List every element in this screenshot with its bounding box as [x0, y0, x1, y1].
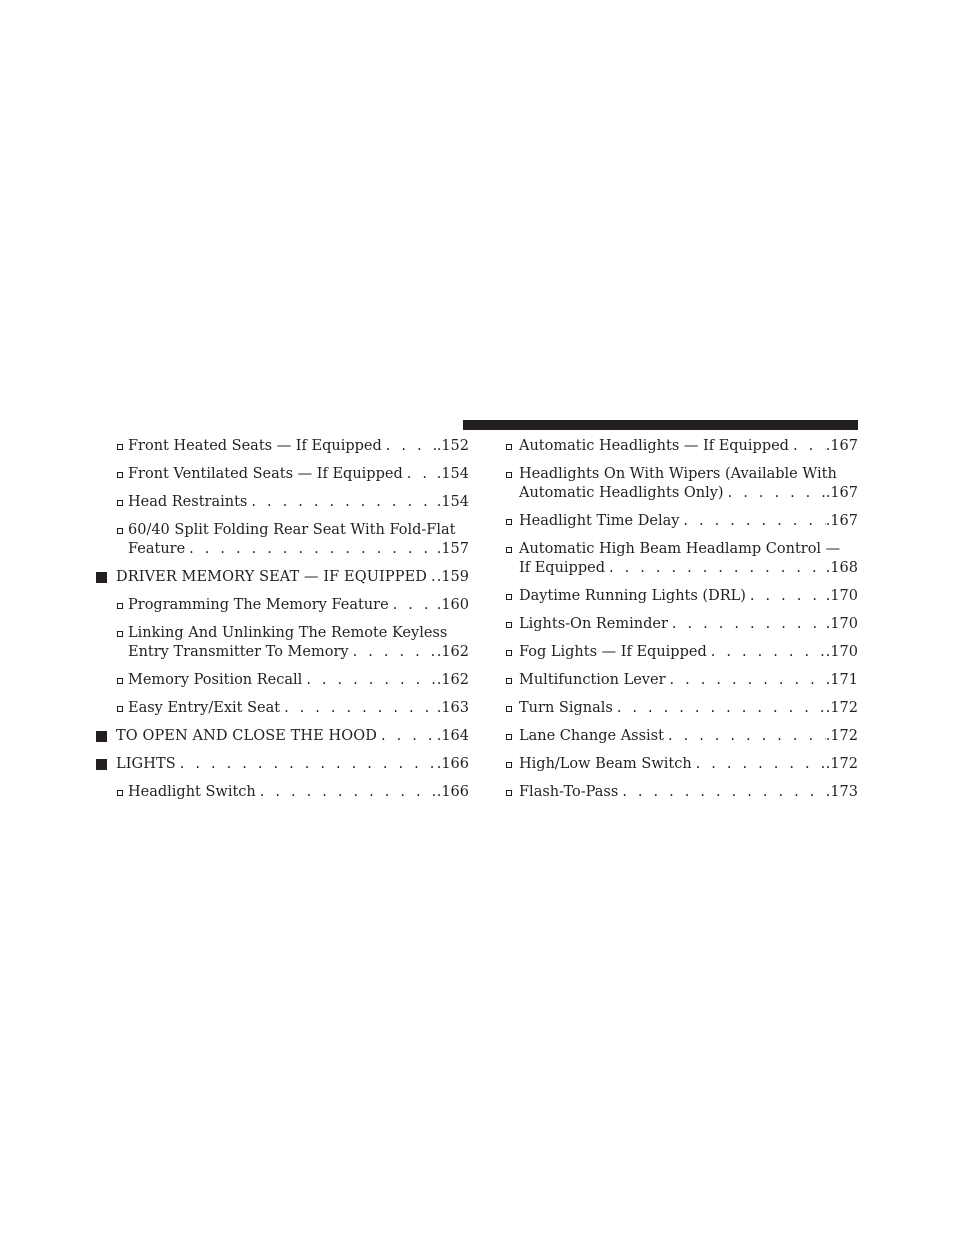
toc-entry-title: Head Restraints: [128, 494, 248, 510]
toc-page-number: . 164: [437, 727, 469, 746]
toc-entry-title: LIGHTS: [116, 756, 176, 772]
dot-leader: [692, 755, 826, 774]
toc-entry-title: Entry Transmitter To Memory: [128, 644, 349, 660]
dot-leader: [668, 615, 826, 634]
toc-entry-title: Lane Change Assist: [519, 728, 664, 744]
open-square-bullet-icon: [502, 755, 516, 774]
toc-entry-title: High/Low Beam Switch: [519, 756, 692, 772]
toc-left-column: [94, 437, 469, 811]
toc-entry-easy-entry-exit-seat[interactable]: [94, 699, 469, 718]
open-square-bullet-icon: [502, 512, 516, 531]
dot-leader: [707, 643, 826, 662]
toc-entry-title: Automatic High Beam Headlamp Control —: [519, 541, 841, 557]
toc-page-number: . 167: [826, 512, 858, 531]
toc-page-number: . 162: [437, 671, 469, 690]
toc-page-number: . 166: [437, 755, 469, 774]
filled-square-bullet-icon: [94, 568, 108, 587]
toc-page-number: . 159: [437, 568, 469, 587]
toc-entry-title: Feature: [128, 541, 186, 557]
dot-leader: [679, 512, 825, 531]
toc-entry-title: Headlights On With Wipers (Available With: [519, 466, 837, 482]
toc-entry-60-40-split-folding-rear-seat-with-fold-flat-feature[interactable]: [94, 521, 469, 559]
toc-entry-title: Programming The Memory Feature: [128, 597, 389, 613]
toc-entry-linking-and-unlinking-the-remote-keyless-entry-transmitter-to-memory[interactable]: [94, 624, 469, 662]
toc-entry-title: If Equipped: [519, 560, 605, 576]
toc-entry-title: Lights-On Reminder: [519, 616, 668, 632]
dot-leader: [789, 437, 826, 456]
open-square-bullet-icon: [113, 437, 127, 456]
toc-entry-lane-change-assist[interactable]: [502, 727, 858, 746]
dot-leader: [382, 437, 437, 456]
dot-leader: [280, 699, 437, 718]
toc-entry-memory-position-recall[interactable]: [94, 671, 469, 690]
open-square-bullet-icon: [113, 783, 127, 802]
toc-entry-to-open-and-close-the-hood[interactable]: [94, 727, 469, 746]
open-square-bullet-icon: [502, 540, 516, 559]
open-square-bullet-icon: [502, 699, 516, 718]
filled-square-bullet-icon: [94, 755, 108, 774]
toc-entry-title: TO OPEN AND CLOSE THE HOOD: [116, 728, 377, 744]
toc-entry-headlight-time-delay[interactable]: [502, 512, 858, 531]
open-square-bullet-icon: [113, 493, 127, 512]
toc-entry-title: DRIVER MEMORY SEAT — IF EQUIPPED: [116, 569, 427, 585]
open-square-bullet-icon: [113, 596, 127, 615]
toc-entry-head-restraints[interactable]: [94, 493, 469, 512]
open-square-bullet-icon: [502, 615, 516, 634]
toc-page-number: . 167: [826, 484, 858, 503]
toc-entry-title: Front Heated Seats — If Equipped: [128, 438, 382, 454]
dot-leader: [664, 727, 826, 746]
filled-square-bullet-icon: [94, 727, 108, 746]
toc-page-number: . 163: [437, 699, 469, 718]
toc-page-number: . 172: [826, 727, 858, 746]
open-square-bullet-icon: [502, 437, 516, 456]
dot-leader: [176, 755, 437, 774]
toc-page-number: . 170: [826, 587, 858, 606]
open-square-bullet-icon: [502, 587, 516, 606]
toc-entry-programming-the-memory-feature[interactable]: [94, 596, 469, 615]
toc-entry-title: Automatic Headlights Only): [519, 485, 724, 501]
open-square-bullet-icon: [113, 465, 127, 484]
toc-page-number: . 168: [826, 559, 858, 578]
open-square-bullet-icon: [502, 727, 516, 746]
toc-page-number: . 166: [437, 783, 469, 802]
toc-page-number: . 154: [437, 465, 469, 484]
toc-entry-high-low-beam-switch[interactable]: [502, 755, 858, 774]
toc-entry-front-ventilated-seats-if-equipped[interactable]: [94, 465, 469, 484]
toc-entry-title: Turn Signals: [519, 700, 613, 716]
toc-page-number: . 173: [826, 783, 858, 802]
toc-entry-turn-signals[interactable]: [502, 699, 858, 718]
toc-entry-fog-lights-if-equipped[interactable]: [502, 643, 858, 662]
open-square-bullet-icon: [502, 465, 516, 484]
open-square-bullet-icon: [113, 521, 127, 540]
toc-entry-title: Daytime Running Lights (DRL): [519, 588, 746, 604]
open-square-bullet-icon: [113, 624, 127, 643]
toc-entry-title: Automatic Headlights — If Equipped: [519, 438, 789, 454]
dot-leader: [427, 568, 437, 587]
toc-entry-front-heated-seats-if-equipped[interactable]: [94, 437, 469, 456]
open-square-bullet-icon: [113, 671, 127, 690]
toc-right-column: [502, 437, 858, 811]
toc-entry-automatic-headlights-if-equipped[interactable]: [502, 437, 858, 456]
toc-page-number: . 167: [826, 437, 858, 456]
toc-entry-headlights-on-with-wipers-available-with-automatic-headlights-only[interactable]: [502, 465, 858, 503]
toc-entry-title: Memory Position Recall: [128, 672, 303, 688]
dot-leader: [746, 587, 826, 606]
dot-leader: [349, 643, 437, 662]
toc-entry-flash-to-pass[interactable]: [502, 783, 858, 802]
toc-entry-lights-on-reminder[interactable]: [502, 615, 858, 634]
toc-entry-title: Headlight Time Delay: [519, 513, 680, 529]
toc-entry-automatic-high-beam-headlamp-control-if-equipped[interactable]: [502, 540, 858, 578]
toc-entry-title: Front Ventilated Seats — If Equipped: [128, 466, 403, 482]
toc-page-number: . 170: [826, 615, 858, 634]
toc-page-number: . 170: [826, 643, 858, 662]
open-square-bullet-icon: [502, 671, 516, 690]
dot-leader: [256, 783, 437, 802]
toc-page-number: . 172: [826, 755, 858, 774]
toc-entry-title: Flash-To-Pass: [519, 784, 619, 800]
section-header-bar: [463, 420, 858, 430]
toc-entry-title: Easy Entry/Exit Seat: [128, 700, 281, 716]
toc-entry-driver-memory-seat-if-equipped[interactable]: [94, 568, 469, 587]
open-square-bullet-icon: [502, 783, 516, 802]
dot-leader: [613, 699, 826, 718]
dot-leader: [666, 671, 826, 690]
toc-entry-title: Headlight Switch: [128, 784, 256, 800]
dot-leader: [302, 671, 436, 690]
dot-leader: [247, 493, 436, 512]
dot-leader: [377, 727, 437, 746]
toc-page-number: . 154: [437, 493, 469, 512]
toc-entry-lights[interactable]: [94, 755, 469, 774]
toc-page-number: . 157: [437, 540, 469, 559]
open-square-bullet-icon: [113, 699, 127, 718]
toc-entry-headlight-switch[interactable]: [94, 783, 469, 802]
dot-leader: [403, 465, 437, 484]
dot-leader: [618, 783, 825, 802]
toc-entry-title: Linking And Unlinking The Remote Keyless: [128, 625, 448, 641]
toc-page-number: . 152: [437, 437, 469, 456]
dot-leader: [389, 596, 437, 615]
toc-entry-multifunction-lever[interactable]: [502, 671, 858, 690]
dot-leader: [724, 484, 826, 503]
open-square-bullet-icon: [502, 643, 516, 662]
dot-leader: [605, 559, 826, 578]
toc-entry-title: Fog Lights — If Equipped: [519, 644, 707, 660]
toc-page-number: . 162: [437, 643, 469, 662]
toc-page-number: . 160: [437, 596, 469, 615]
toc-entry-daytime-running-lights-drl[interactable]: [502, 587, 858, 606]
toc-page-number: . 171: [826, 671, 858, 690]
dot-leader: [185, 540, 437, 559]
toc-page-number: . 172: [826, 699, 858, 718]
toc-entry-title: 60/40 Split Folding Rear Seat With Fold-Flat: [128, 522, 456, 538]
toc-entry-title: Multifunction Lever: [519, 672, 666, 688]
